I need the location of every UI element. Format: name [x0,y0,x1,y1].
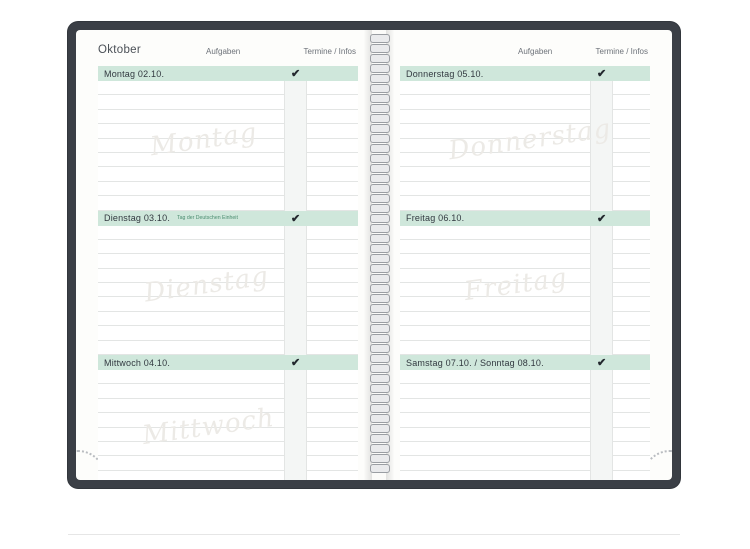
spiral-coil [370,324,390,333]
spiral-coil [370,124,390,133]
day-block-freitag [400,211,650,356]
spiral-coil [370,104,390,113]
spiral-coil [370,84,390,93]
day-lines-wochenende[interactable] [400,370,650,480]
day-label-donnerstag: Donnerstag 05.10. [406,68,484,79]
day-lines-donnerstag[interactable] [400,81,650,211]
spiral-binding [364,30,394,480]
tint-column [284,81,306,211]
spiral-coil [370,54,390,63]
spiral-coil [370,374,390,383]
spiral-coil [370,354,390,363]
spiral-coil [370,274,390,283]
spiral-coil [370,304,390,313]
line-row [98,312,358,326]
day-label-freitag: Freitag 06.10. [406,213,465,224]
spiral-coil [370,284,390,293]
watermark-montag: Montag [148,117,260,163]
spiral-coil [370,44,390,53]
line-row [98,254,358,268]
spiral-coil [370,434,390,443]
checkmark-icon: ✔ [597,212,607,225]
line-row [98,471,358,480]
day-bar-donnerstag[interactable] [400,66,650,81]
line-row [98,341,358,355]
line-row [98,442,358,456]
day-bar-wochenende[interactable] [400,355,650,370]
line-row [98,370,358,384]
spiral-coil [370,144,390,153]
day-block-donnerstag [400,66,650,211]
spiral-coil [370,314,390,323]
column-separator-2 [306,226,307,356]
day-bar-montag[interactable] [98,66,358,81]
line-row [98,124,358,138]
checkmark-icon: ✔ [291,68,301,80]
day-bar-freitag[interactable] [400,211,650,226]
spiral-coil [370,464,390,473]
column-separator-1 [284,226,285,356]
day-bar-mittwoch[interactable] [98,355,358,370]
line-row [98,326,358,340]
left-page-header [98,44,358,66]
line-row [98,196,358,210]
day-lines-mittwoch[interactable] [98,370,358,480]
line-row [98,428,358,442]
day-lines-montag[interactable] [98,81,358,211]
spiral-coil [370,294,390,303]
spiral-coil [370,384,390,393]
line-row [98,413,358,427]
line-row [98,240,358,254]
day-block-mittwoch [98,355,358,480]
day-lines-dienstag[interactable] [98,226,358,356]
column-header-tasks: Aufgaben [206,47,241,56]
column-header-termine: Termine / Infos [595,47,648,56]
spiral-coil [370,174,390,183]
day-label-montag: Montag 02.10. [104,68,165,79]
spiral-coil [370,424,390,433]
column-separator-2 [612,226,613,356]
checkmark-icon: ✔ [597,357,607,370]
spiral-coil [370,214,390,223]
spiral-coil [370,344,390,353]
watermark-donnerstag: Donnerstag [446,113,614,167]
left-page [76,30,374,480]
line-row [98,153,358,167]
spiral-coil [370,164,390,173]
spiral-coil [370,194,390,203]
right-page-header [400,44,650,66]
day-bar-dienstag[interactable] [98,211,358,226]
spiral-coil [370,154,390,163]
line-row [98,139,358,153]
column-separator-2 [306,81,307,211]
column-separator-1 [590,81,591,211]
column-separator-2 [612,81,613,211]
tint-column [590,81,612,211]
column-separator-1 [284,370,285,480]
spiral-coil [370,414,390,423]
day-note-dienstag: Tag der Deutschen Einheit [177,215,238,222]
line-row [98,456,358,470]
line-row [98,167,358,181]
spiral-coil [370,64,390,73]
checkmark-icon: ✔ [291,357,301,370]
spiral-coil [370,244,390,253]
spiral-coil [370,364,390,373]
watermark-freitag: Freitag [462,262,570,307]
month-label: Oktober [98,44,142,56]
column-header-termine: Termine / Infos [303,47,356,56]
column-separator-1 [590,226,591,356]
line-row [98,110,358,124]
line-row [98,399,358,413]
watermark-dienstag: Dienstag [142,260,271,309]
day-lines-freitag[interactable] [400,226,650,356]
planner-cover [68,22,680,488]
day-label-dienstag: Dienstag 03.10. [104,213,171,224]
day-block-montag [98,66,358,211]
spiral-coil [370,234,390,243]
checkmark-icon: ✔ [597,68,607,80]
spiral-coil [370,114,390,123]
spiral-coil [370,394,390,403]
column-separator-2 [306,370,307,480]
spiral-coil [370,134,390,143]
day-block-wochenende [400,355,650,480]
line-row [98,182,358,196]
spiral-coil [370,404,390,413]
spiral-coil [370,334,390,343]
spiral-coil [370,454,390,463]
tint-column [590,226,612,356]
day-label-mittwoch: Mittwoch 04.10. [104,357,171,368]
tint-column [284,370,306,480]
spiral-coil [370,34,390,43]
spiral-coil [370,444,390,453]
line-row [98,269,358,283]
tint-column [284,226,306,356]
tint-column [590,370,612,480]
line-row [98,81,358,95]
next-sheet-edge [68,534,680,549]
line-row [98,384,358,398]
spiral-coil [370,224,390,233]
column-separator-1 [590,370,591,480]
day-block-dienstag [98,211,358,356]
spiral-coil [370,254,390,263]
spiral-coil [370,74,390,83]
spiral-coil [370,264,390,273]
line-row [98,226,358,240]
spiral-coil [370,204,390,213]
line-row [98,283,358,297]
line-row [98,297,358,311]
column-separator-2 [612,370,613,480]
spiral-coil [370,94,390,103]
planner-paper [76,30,672,480]
checkmark-icon: ✔ [291,212,301,225]
watermark-mittwoch: Mittwoch [140,402,277,452]
column-header-tasks: Aufgaben [518,47,553,56]
column-separator-1 [284,81,285,211]
day-label-wochenende: Samstag 07.10. / Sonntag 08.10. [406,357,544,368]
right-page [374,30,672,480]
spiral-coil [370,184,390,193]
line-row [98,95,358,109]
